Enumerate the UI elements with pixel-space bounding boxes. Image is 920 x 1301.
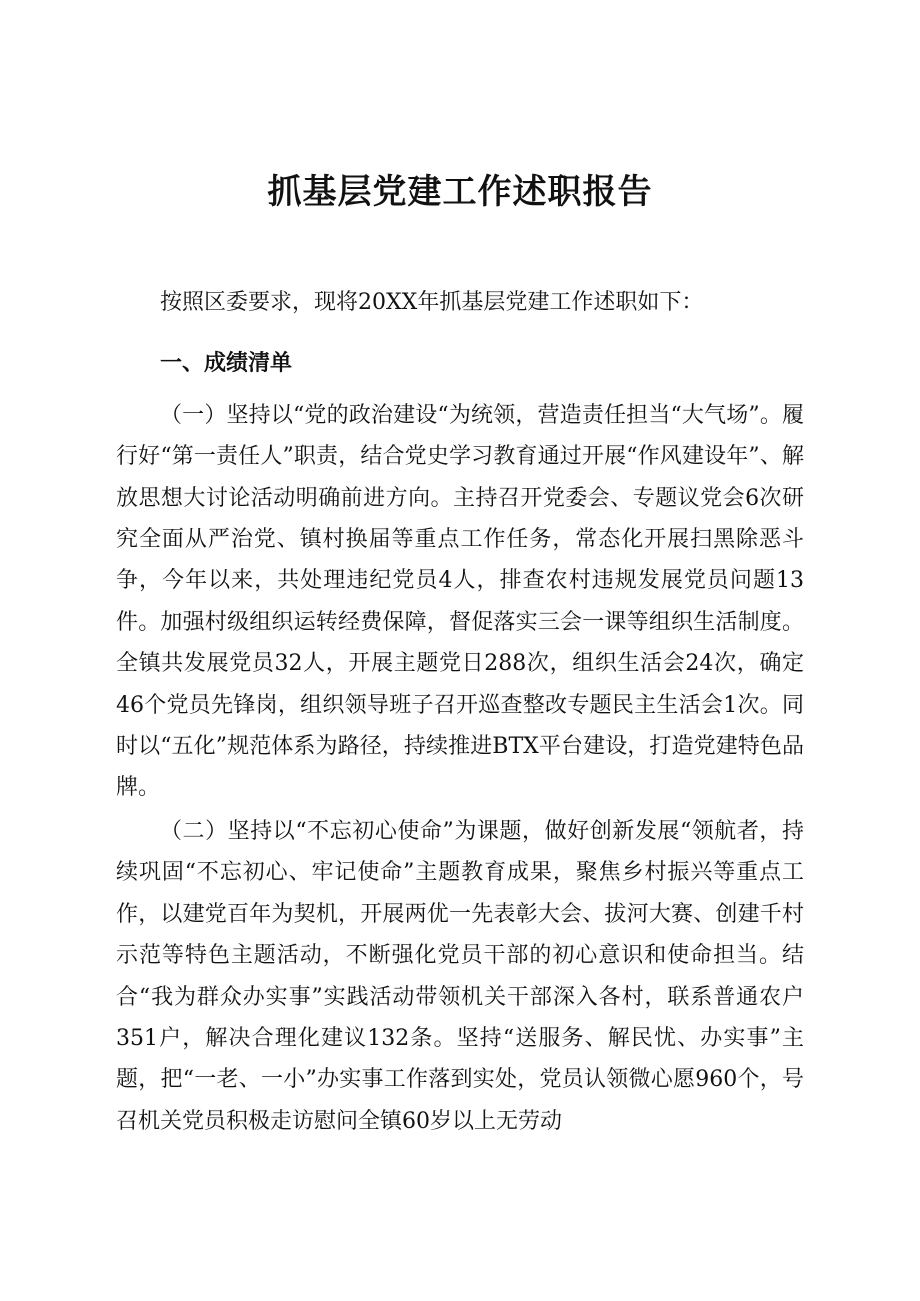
body-paragraph-2: （二）坚持以“不忘初心使命”为课题，做好创新发展“领航者，持续巩固“不忘初心、牢记使命”主题教育成果，聚焦乡村振兴等重点工作，以建党百年为契机，开展两优一先表彰大会、拔河大赛、创建千村示范等特色主题活动，不断强化党员干部的初心意识和使命担当。结合“我为群众办实事”实践活动带领机关干部深入各村，联系普通农户351户，解决合理化建议132条。坚持“送服务、解民忧、办实事”主题，把“一老、一小”办实事工作落到实处，党员认领微心愿960个，号召机关党员积极走访慰问全镇60岁以上无劳动 <box>116 818 804 1134</box>
document-body <box>116 282 804 1144</box>
body-paragraph-1: （一）坚持以“党的政治建设“为统领，营造责任担当“大气场”。履行好“第一责任人”职责，结合党史学习教育通过开展“作风建设年”、解放思想大讨论活动明确前进方向。主持召开党委会、专题议党会6次研究全面从严治党、镇村换届等重点工作任务，常态化开展扫黑除恶斗争，今年以来，共处理违纪党员4人，排查农村违规发展党员问题13件。加强村级组织运转经费保障，督促落实三会一课等组织生活制度。全镇共发展党员32人，开展主题党日288次，组织生活会24次，确定46个党员先锋岗，组织领导班子召开巡查整改专题民主生活会1次。同时以“五化”规范体系为路径，持续推进BTX平台建设，打造党建特色品牌。 <box>116 402 804 801</box>
document-title: 抓基层党建工作述职报告 <box>267 172 653 212</box>
intro-paragraph: 按照区委要求，现将20XX年抓基层党建工作述职如下： <box>160 290 704 315</box>
section-heading: 一、成绩清单 <box>160 351 293 377</box>
